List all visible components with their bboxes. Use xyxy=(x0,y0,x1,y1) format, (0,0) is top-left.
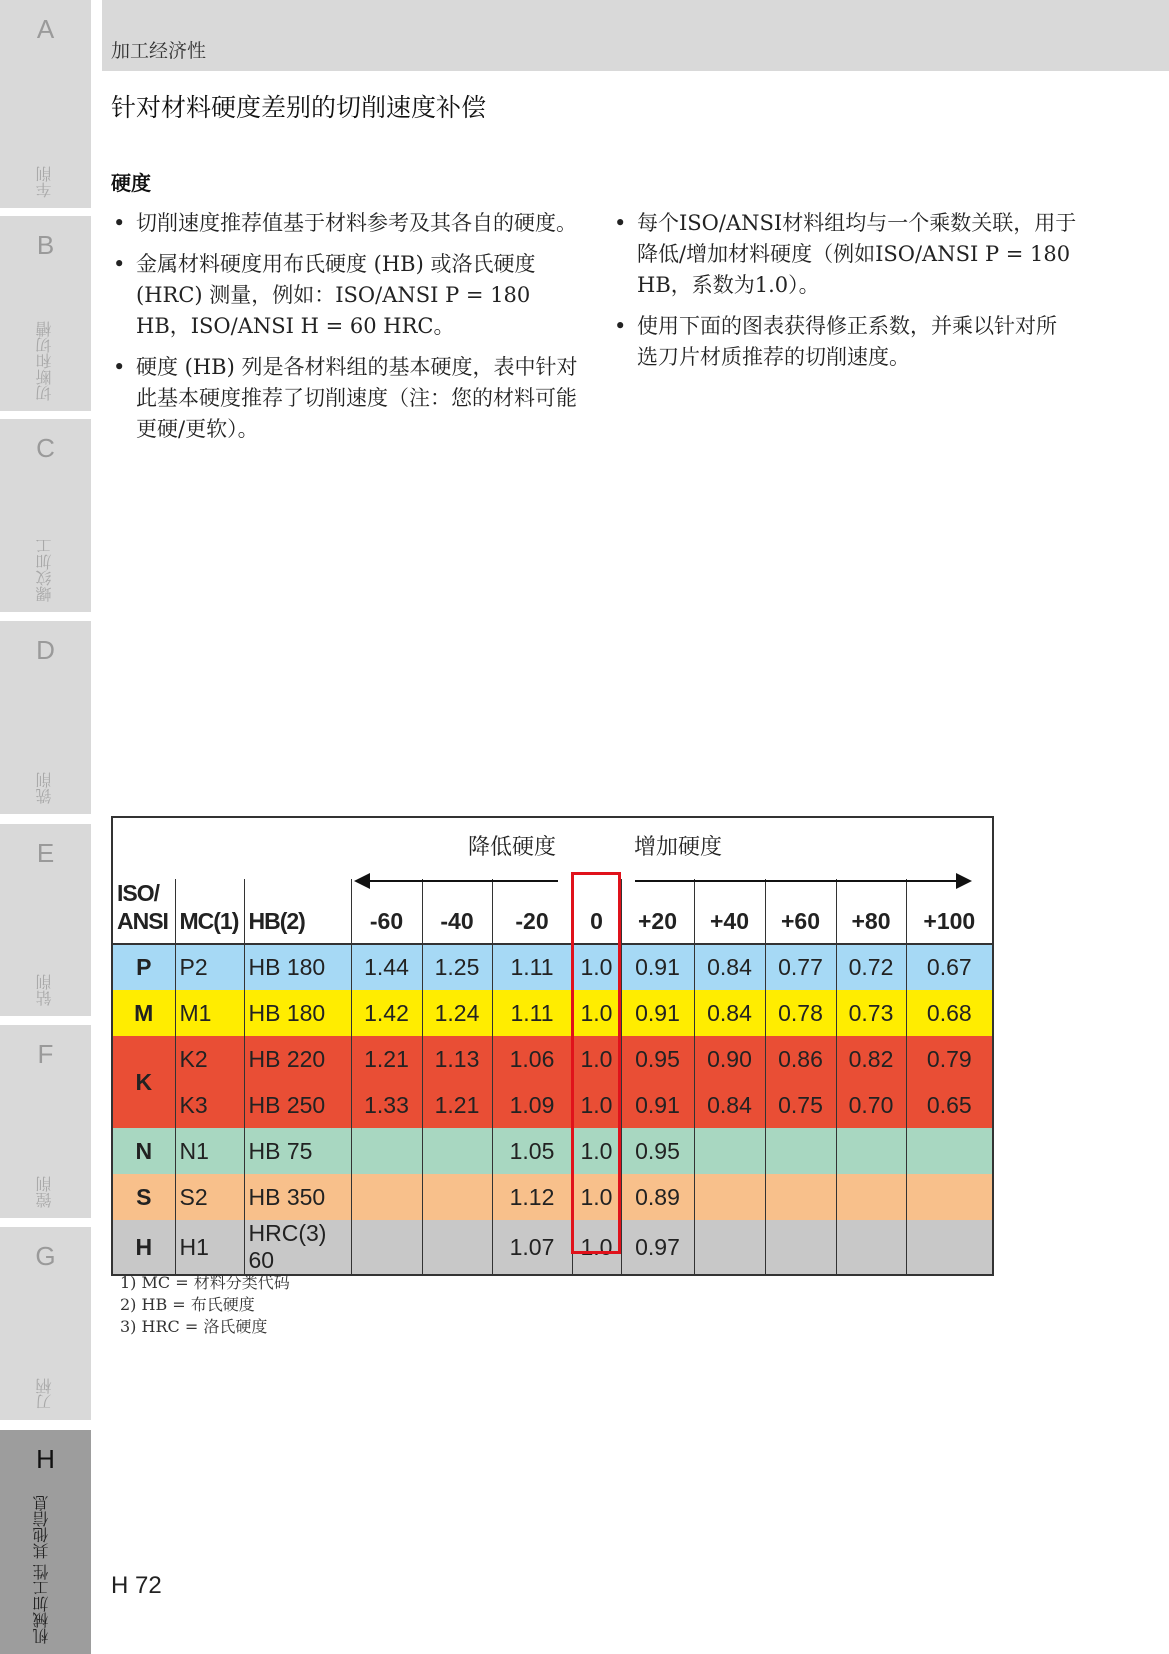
mc-code: M1 xyxy=(175,990,244,1036)
factor-cell: 1.33 xyxy=(351,1082,422,1128)
factor-cell xyxy=(694,1220,765,1275)
factor-cell: 0.84 xyxy=(694,990,765,1036)
factor-cell: 0.77 xyxy=(765,944,836,990)
column-header: 0 xyxy=(572,879,621,944)
mc-code: K3 xyxy=(175,1082,244,1128)
page-number: H 72 xyxy=(111,1572,162,1599)
tab-label: 铣削 xyxy=(35,772,54,804)
factor-cell: 0.95 xyxy=(621,1128,694,1174)
hardness: HRC(3) 60 xyxy=(244,1220,351,1275)
tab-letter: E xyxy=(36,838,55,868)
factor-cell: 0.73 xyxy=(836,990,906,1036)
bullet-item: • 每个ISO/ANSI材料组均与一个乘数关联，用于降低/增加材料硬度（例如ISO/ANSI P = 180 HB，系数为1.0）。 xyxy=(612,208,1077,301)
mc-code: N1 xyxy=(175,1128,244,1174)
factor-cell: 1.11 xyxy=(492,944,572,990)
sidebar-tab-f[interactable] xyxy=(0,1025,91,1218)
factor-cell: 1.24 xyxy=(422,990,492,1036)
factor-cell: 1.21 xyxy=(351,1036,422,1082)
factor-cell: 1.21 xyxy=(422,1082,492,1128)
column-header: +40 xyxy=(694,879,765,944)
material-group: S xyxy=(112,1174,175,1220)
factor-cell: 1.05 xyxy=(492,1128,572,1174)
factor-cell: 0.91 xyxy=(621,1082,694,1128)
factor-cell: 1.0 xyxy=(572,1128,621,1174)
factor-cell xyxy=(765,1174,836,1220)
factor-cell: 1.06 xyxy=(492,1036,572,1082)
tab-letter: C xyxy=(36,433,55,463)
factor-cell: 0.89 xyxy=(621,1174,694,1220)
bullets-left xyxy=(111,208,581,455)
factor-cell: 0.97 xyxy=(621,1220,694,1275)
tab-letter: D xyxy=(36,635,55,665)
sidebar-tab-g[interactable] xyxy=(0,1227,91,1420)
factor-cell: 1.44 xyxy=(351,944,422,990)
factor-cell: 1.0 xyxy=(572,990,621,1036)
bullets-right xyxy=(612,208,1077,383)
factor-cell xyxy=(906,1128,993,1174)
hardness: HB 250 xyxy=(244,1082,351,1128)
factor-cell xyxy=(836,1220,906,1275)
factor-cell: 1.0 xyxy=(572,944,621,990)
sidebar-tab-b[interactable] xyxy=(0,216,91,411)
column-header: MC(1) xyxy=(175,879,244,944)
subtitle: 硬度 xyxy=(111,171,151,195)
factor-cell: 0.72 xyxy=(836,944,906,990)
column-header: ISO/ ANSI xyxy=(112,879,175,944)
table-row xyxy=(112,1082,993,1128)
factor-cell xyxy=(906,1174,993,1220)
factor-cell: 1.12 xyxy=(492,1174,572,1220)
factor-cell: 0.90 xyxy=(694,1036,765,1082)
factor-cell: 1.13 xyxy=(422,1036,492,1082)
factor-cell: 1.25 xyxy=(422,944,492,990)
hardness-compensation-table xyxy=(111,816,994,1276)
factor-cell: 0.84 xyxy=(694,1082,765,1128)
tab-label: 螺纹加工 xyxy=(35,538,54,602)
factor-cell: 0.82 xyxy=(836,1036,906,1082)
hardness: HB 350 xyxy=(244,1174,351,1220)
factor-cell: 1.07 xyxy=(492,1220,572,1275)
factor-cell: 1.0 xyxy=(572,1036,621,1082)
column-header: +60 xyxy=(765,879,836,944)
column-header: +100 xyxy=(906,879,993,944)
sidebar-tab-c[interactable] xyxy=(0,419,91,612)
mc-code: K2 xyxy=(175,1036,244,1082)
factor-cell: 1.42 xyxy=(351,990,422,1036)
factor-cell: 0.68 xyxy=(906,990,993,1036)
footnote: 1) MC = 材料分类代码 xyxy=(120,1273,290,1292)
factor-cell xyxy=(422,1220,492,1275)
decrease-hardness-label: 降低硬度 xyxy=(468,835,557,860)
mc-code: H1 xyxy=(175,1220,244,1275)
factor-cell: 1.0 xyxy=(572,1220,621,1275)
tab-label: 镗削 xyxy=(35,1176,54,1208)
sidebar-tab-d[interactable] xyxy=(0,621,91,814)
factor-cell: 0.91 xyxy=(621,944,694,990)
material-group: M xyxy=(112,990,175,1036)
material-group: P xyxy=(112,944,175,990)
tab-label: 刀柄 xyxy=(35,1378,54,1410)
tab-letter: F xyxy=(37,1039,54,1069)
table-row xyxy=(112,944,993,990)
factor-cell: 1.0 xyxy=(572,1174,621,1220)
tab-label: 钻削 xyxy=(35,974,54,1006)
table-row xyxy=(112,1128,993,1174)
hardness: HB 180 xyxy=(244,990,351,1036)
factor-cell: 0.86 xyxy=(765,1036,836,1082)
table-row xyxy=(112,1174,993,1220)
column-header: -40 xyxy=(422,879,492,944)
hardness: HB 220 xyxy=(244,1036,351,1082)
factor-cell: 0.84 xyxy=(694,944,765,990)
sidebar-tab-h[interactable] xyxy=(0,1430,91,1654)
material-group: H xyxy=(112,1220,175,1275)
tab-letter: B xyxy=(36,230,55,260)
tab-label: 机械加工性 其他信息 xyxy=(32,1494,51,1644)
footnote: 3) HRC = 洛氏硬度 xyxy=(120,1317,268,1336)
factor-cell xyxy=(836,1174,906,1220)
bullet-item: • 金属材料硬度用布氏硬度 (HB) 或洛氏硬度 (HRC) 测量，例如：ISO/ANSI P = 180 HB，ISO/ANSI H = 60 HRC。 xyxy=(111,249,581,342)
factor-cell: 0.78 xyxy=(765,990,836,1036)
factor-cell: 0.70 xyxy=(836,1082,906,1128)
section-name: 加工经济性 xyxy=(111,40,207,62)
column-header: -60 xyxy=(351,879,422,944)
tab-letter: H xyxy=(36,1444,55,1474)
arrow-left-icon xyxy=(356,880,558,882)
column-header: +80 xyxy=(836,879,906,944)
factor-cell: 1.0 xyxy=(572,1082,621,1128)
bullet-item: • 硬度 (HB) 列是各材料组的基本硬度，表中针对此基本硬度推荐了切削速度（注：您的材料可能更硬/更软）。 xyxy=(111,352,581,445)
footnotes xyxy=(120,1272,290,1338)
factor-cell xyxy=(351,1174,422,1220)
factor-cell: 0.91 xyxy=(621,990,694,1036)
section-header-bar xyxy=(102,0,1169,71)
factor-cell xyxy=(906,1220,993,1275)
factor-cell xyxy=(351,1220,422,1275)
material-group: N xyxy=(112,1128,175,1174)
table-row xyxy=(112,990,993,1036)
factor-cell xyxy=(765,1128,836,1174)
factor-cell: 1.11 xyxy=(492,990,572,1036)
bullet-item: • 切削速度推荐值基于材料参考及其各自的硬度。 xyxy=(111,208,581,239)
hardness: HB 75 xyxy=(244,1128,351,1174)
table-row xyxy=(112,1036,993,1082)
column-header: -20 xyxy=(492,879,572,944)
page-title: 针对材料硬度差别的切削速度补偿 xyxy=(111,93,487,122)
factor-cell xyxy=(694,1174,765,1220)
factor-cell: 0.79 xyxy=(906,1036,993,1082)
column-header: +20 xyxy=(621,879,694,944)
factor-cell xyxy=(694,1128,765,1174)
factor-cell: 0.67 xyxy=(906,944,993,990)
increase-hardness-label: 增加硬度 xyxy=(634,835,723,860)
column-header: HB(2) xyxy=(244,879,351,944)
factor-cell xyxy=(422,1128,492,1174)
hardness: HB 180 xyxy=(244,944,351,990)
mc-code: P2 xyxy=(175,944,244,990)
factor-cell xyxy=(422,1174,492,1220)
sidebar-tab-a[interactable] xyxy=(0,0,91,208)
factor-cell: 0.75 xyxy=(765,1082,836,1128)
footnote: 2) HB = 布氏硬度 xyxy=(120,1295,255,1314)
factor-cell: 0.95 xyxy=(621,1036,694,1082)
arrow-right-icon xyxy=(635,880,970,882)
tab-label: 切断和切槽 xyxy=(35,321,54,401)
factor-cell xyxy=(836,1128,906,1174)
tab-label: 车削 xyxy=(35,166,54,198)
factor-cell xyxy=(765,1220,836,1275)
mc-code: S2 xyxy=(175,1174,244,1220)
material-group: K xyxy=(112,1036,175,1128)
factor-cell: 1.09 xyxy=(492,1082,572,1128)
table-row xyxy=(112,1220,993,1275)
tab-letter: G xyxy=(35,1241,56,1271)
sidebar-tab-e[interactable] xyxy=(0,824,91,1016)
factor-cell xyxy=(351,1128,422,1174)
factor-cell: 0.65 xyxy=(906,1082,993,1128)
bullet-item: • 使用下面的图表获得修正系数，并乘以针对所选刀片材质推荐的切削速度。 xyxy=(612,311,1077,373)
tab-letter: A xyxy=(36,14,55,44)
